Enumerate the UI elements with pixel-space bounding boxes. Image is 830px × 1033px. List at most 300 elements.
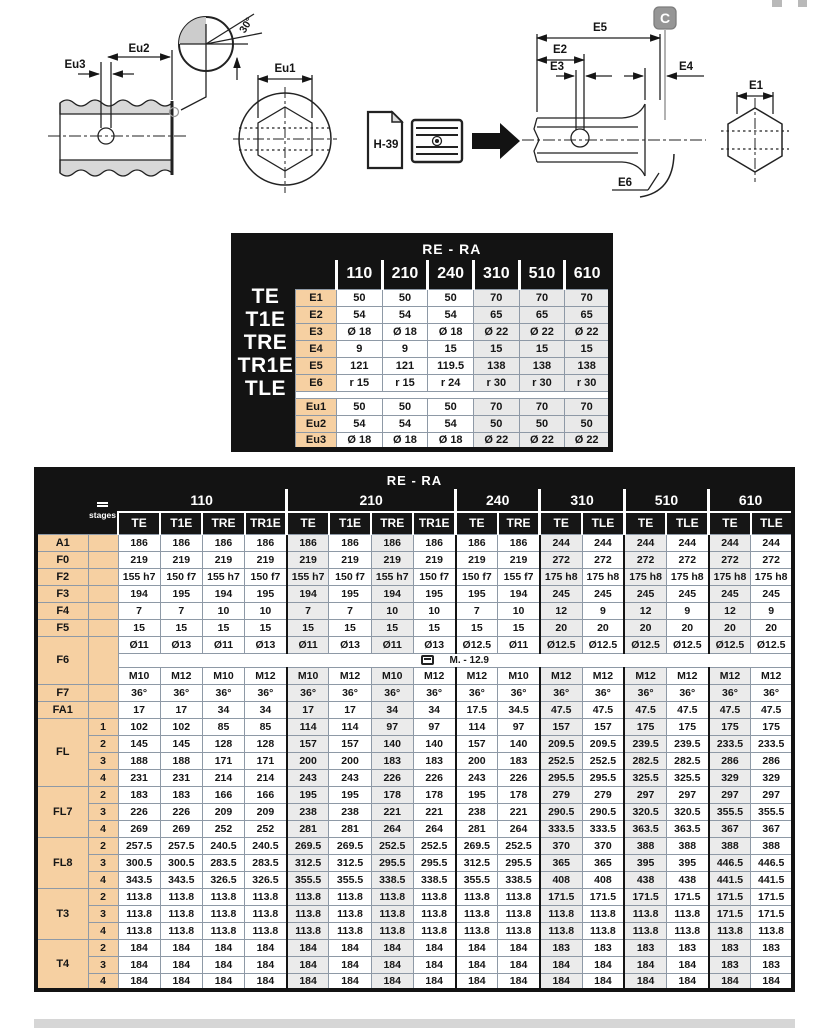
value-cell: 184 [540,973,582,990]
series-label-block [234,236,296,450]
value-cell: 15 [329,619,371,636]
type-header-row [36,512,793,534]
value-cell: 184 [371,956,413,973]
value-cell: 150 f7 [456,568,498,585]
dimension-value: Ø 22 [519,433,565,450]
dimension-value: 50 [337,290,383,307]
dim-label-eu2: Eu2 [128,43,150,55]
value-cell: 113.8 [709,922,751,939]
size-group-header: 510 [624,489,708,512]
value-cell: 295.5 [371,854,413,871]
value-cell: 295.5 [498,854,540,871]
value-cell: 188 [160,752,202,769]
value-cell: 195 [287,786,329,803]
value-cell: 184 [666,956,708,973]
value-cell: 283.5 [202,854,244,871]
value-cell: 15 [498,619,540,636]
value-cell: 388 [751,837,793,854]
value-cell: 175 [624,718,666,735]
value-cell: 183 [666,939,708,956]
value-cell: 184 [371,973,413,990]
type-header: TLE [666,512,708,534]
value-cell: 209 [245,803,287,820]
screw-dia-cell: Ø13 [245,636,287,653]
dimension-value: Ø 18 [337,433,383,450]
stage-cell [88,534,118,551]
dimension-value: 65 [565,307,611,324]
spec-row [36,585,793,602]
shaft-section-view [48,14,520,193]
stage-cell: 2 [88,939,118,956]
value-cell: 114 [456,718,498,735]
spec-row [36,803,793,820]
dimension-value: 54 [382,416,428,433]
dimension-value: 121 [337,358,383,375]
type-header: TRE [202,512,244,534]
value-cell: 150 f7 [413,568,455,585]
value-cell: 200 [329,752,371,769]
value-cell: 188 [118,752,160,769]
row-label: FL7 [36,786,88,837]
value-cell: 15 [371,619,413,636]
value-cell: 365 [582,854,624,871]
value-cell: 184 [118,973,160,990]
value-cell: 239.5 [666,735,708,752]
value-cell: 113.8 [329,888,371,905]
value-cell: 226 [498,769,540,786]
value-cell: 257.5 [160,837,202,854]
screw-dia-cell: Ø12.5 [751,636,793,653]
value-cell: 113.8 [287,905,329,922]
screw-thread-cell: M12 [160,667,202,684]
value-cell: 184 [371,939,413,956]
value-cell: 365 [540,854,582,871]
value-cell: 355.5 [456,871,498,888]
value-cell: 279 [540,786,582,803]
e6-radius-callout [612,154,674,197]
dimension-label: Eu1 [296,399,337,416]
value-cell: 113.8 [666,922,708,939]
dim-label-e3: E3 [549,61,565,73]
screw-thread-cell: M10 [371,667,413,684]
value-cell: 183 [160,786,202,803]
value-cell: 325.5 [666,769,708,786]
screw-dia-cell: Ø13 [413,636,455,653]
dimension-value: Ø 22 [473,433,519,450]
value-cell: 47.5 [751,701,793,718]
value-cell: 113.8 [540,922,582,939]
value-cell: 219 [329,551,371,568]
value-cell: 20 [582,619,624,636]
value-cell: 113.8 [413,888,455,905]
bushing-icon [412,120,462,162]
value-cell: 297 [751,786,793,803]
dimension-value: 15 [428,341,474,358]
value-cell: 12 [540,602,582,619]
value-cell: 297 [709,786,751,803]
dimension-label: Eu2 [296,416,337,433]
value-cell: 183 [118,786,160,803]
dimension-value: r 30 [473,375,519,392]
value-cell: 184 [160,956,202,973]
value-cell: 243 [287,769,329,786]
spec-row [36,636,793,653]
value-cell: 113.8 [287,922,329,939]
dimension-value: Ø 18 [337,324,383,341]
value-cell: 36° [624,684,666,701]
dimension-value: Ø 18 [428,433,474,450]
table1-title-row [234,236,611,260]
value-cell: 233.5 [751,735,793,752]
value-cell: 15 [413,619,455,636]
value-cell: 438 [666,871,708,888]
spec-row [36,854,793,871]
dimension-label: E6 [296,375,337,392]
screw-dia-cell: Ø12.5 [456,636,498,653]
value-cell: 36° [582,684,624,701]
value-cell: 408 [582,871,624,888]
value-cell: 244 [709,534,751,551]
value-cell: 240.5 [202,837,244,854]
value-cell: 252.5 [582,752,624,769]
spec-row [36,735,793,752]
value-cell: 245 [666,585,708,602]
dimension-value: 50 [519,416,565,433]
value-cell: 166 [202,786,244,803]
value-cell: 295.5 [413,854,455,871]
value-cell: 36° [751,684,793,701]
value-cell: 221 [371,803,413,820]
screw-dia-cell: Ø12.5 [540,636,582,653]
value-cell: 186 [118,534,160,551]
hex-end-view [721,92,789,182]
value-cell: 184 [118,956,160,973]
stage-cell: 4 [88,973,118,990]
screw-note [118,653,793,667]
dimension-value: 70 [565,399,611,416]
value-cell: 47.5 [709,701,751,718]
type-header: T1E [160,512,202,534]
screw-thread-cell: M10 [118,667,160,684]
value-cell: 113.8 [498,888,540,905]
value-cell: 183 [582,939,624,956]
series-label: TRE [243,331,288,354]
value-cell: 388 [709,837,751,854]
value-cell: 355.5 [751,803,793,820]
value-cell: 219 [160,551,202,568]
value-cell: 200 [456,752,498,769]
value-cell: 195 [329,585,371,602]
dimension-value: r 30 [565,375,611,392]
value-cell: 184 [666,973,708,990]
value-cell: 300.5 [118,854,160,871]
value-cell: 281 [329,820,371,837]
value-cell: 184 [456,973,498,990]
value-cell: 329 [709,769,751,786]
value-cell: 219 [202,551,244,568]
value-cell: 333.5 [540,820,582,837]
value-cell: 184 [456,939,498,956]
spec-row [36,922,793,939]
table1-size-header: 610 [565,260,611,290]
value-cell: 9 [666,602,708,619]
series-label: TE [251,285,280,308]
value-cell: 36° [709,684,751,701]
stage-cell: 3 [88,803,118,820]
series-label: T1E [245,308,286,331]
row-label: F5 [36,619,88,636]
value-cell: 194 [118,585,160,602]
value-cell: 272 [582,551,624,568]
value-cell: 113.8 [245,905,287,922]
value-cell: 171.5 [624,888,666,905]
spec-row [36,956,793,973]
stage-cell: 3 [88,752,118,769]
pin-hole [571,129,589,147]
stage-cell: 2 [88,888,118,905]
dimension-value: 70 [519,290,565,307]
value-cell: 183 [413,752,455,769]
value-cell: 155 h7 [202,568,244,585]
stage-cell [88,636,118,684]
value-cell: 157 [287,735,329,752]
dim-label-e2: E2 [552,44,568,56]
value-cell: 388 [666,837,708,854]
screw-dia-cell: Ø13 [160,636,202,653]
stage-cell [88,619,118,636]
value-cell: 355.5 [709,803,751,820]
value-cell: 245 [624,585,666,602]
value-cell: 226 [160,803,202,820]
value-cell: 184 [287,956,329,973]
spec-row [36,837,793,854]
spec-row [36,939,793,956]
value-cell: 184 [413,973,455,990]
value-cell: 36° [287,684,329,701]
value-cell: 363.5 [624,820,666,837]
value-cell: 194 [287,585,329,602]
dimension-value: 15 [473,341,519,358]
section-letter: C [659,10,671,26]
spec-row [36,871,793,888]
size-group-row [36,489,793,512]
value-cell: 34 [371,701,413,718]
value-cell: 257.5 [118,837,160,854]
dimension-value: Ø 22 [565,433,611,450]
value-cell: 441.5 [709,871,751,888]
value-cell: 194 [202,585,244,602]
value-cell: 9 [751,602,793,619]
dimensions-table [231,233,613,452]
value-cell: 113.8 [371,905,413,922]
value-cell: 113.8 [456,888,498,905]
spec-row [36,534,793,551]
value-cell: 12 [624,602,666,619]
dimension-value: 54 [428,307,474,324]
stage-cell: 4 [88,820,118,837]
value-cell: 113.8 [582,905,624,922]
value-cell: 441.5 [751,871,793,888]
value-cell: 200 [287,752,329,769]
value-cell: 243 [456,769,498,786]
value-cell: 113.8 [498,905,540,922]
value-cell: 145 [118,735,160,752]
screw-thread-cell: M12 [456,667,498,684]
value-cell: 113.8 [666,905,708,922]
value-cell: 184 [287,939,329,956]
screw-dia-cell: Ø11 [498,636,540,653]
value-cell: 183 [709,939,751,956]
value-cell: 338.5 [413,871,455,888]
dimension-value: 138 [473,358,519,375]
value-cell: 194 [371,585,413,602]
value-cell: 446.5 [709,854,751,871]
spec-row [36,602,793,619]
row-label: F7 [36,684,88,701]
dimension-value: 65 [473,307,519,324]
value-cell: 320.5 [624,803,666,820]
value-cell: 186 [287,534,329,551]
spec-row [36,667,793,684]
dimension-label: E4 [296,341,337,358]
screw-thread-cell: M12 [413,667,455,684]
value-cell: 238 [329,803,371,820]
dimension-label: E3 [296,324,337,341]
value-cell: 244 [582,534,624,551]
value-cell: 171 [245,752,287,769]
value-cell: 272 [624,551,666,568]
value-cell: 226 [118,803,160,820]
value-cell: 7 [329,602,371,619]
value-cell: 140 [413,735,455,752]
value-cell: 140 [498,735,540,752]
screw-dia-cell: Ø12.5 [624,636,666,653]
type-header: TE [709,512,751,534]
value-cell: 219 [456,551,498,568]
dimension-value: 50 [565,416,611,433]
value-cell: 36° [160,684,202,701]
value-cell: 183 [751,956,793,973]
stage-cell: 4 [88,922,118,939]
value-cell: 113.8 [118,888,160,905]
value-cell: 370 [582,837,624,854]
value-cell: 113.8 [413,905,455,922]
value-cell: 36° [202,684,244,701]
stage-cell: 4 [88,871,118,888]
type-header: TE [287,512,329,534]
spec-row [36,752,793,769]
value-cell: 113.8 [160,905,202,922]
value-cell: 113.8 [456,922,498,939]
value-cell: 7 [287,602,329,619]
value-cell: 113.8 [371,922,413,939]
spec-row [36,769,793,786]
value-cell: 283.5 [245,854,287,871]
table1-size-header: 110 [337,260,383,290]
value-cell: 272 [709,551,751,568]
value-cell: 312.5 [287,854,329,871]
screw-thread-cell: M12 [624,667,666,684]
dimension-label: Eu3 [296,433,337,450]
value-cell: 175 [709,718,751,735]
value-cell: 150 f7 [160,568,202,585]
value-cell: 10 [245,602,287,619]
value-cell: 221 [413,803,455,820]
value-cell: 102 [118,718,160,735]
value-cell: 113.8 [160,922,202,939]
value-cell: 114 [287,718,329,735]
value-cell: 269 [118,820,160,837]
value-cell: 184 [202,956,244,973]
value-cell: 214 [245,769,287,786]
value-cell: 446.5 [751,854,793,871]
stage-cell: 3 [88,956,118,973]
shaft-wall-bottom [60,160,172,176]
value-cell: 282.5 [624,752,666,769]
value-cell: 155 h7 [118,568,160,585]
value-cell: 184 [202,939,244,956]
value-cell: 178 [498,786,540,803]
dimension-value: Ø 22 [473,324,519,341]
spec-row [36,701,793,718]
value-cell: 295.5 [540,769,582,786]
value-cell: 97 [371,718,413,735]
value-cell: 171.5 [666,888,708,905]
re-ra-main-table [34,467,795,992]
value-cell: 15 [118,619,160,636]
value-cell: 320.5 [666,803,708,820]
value-cell: 36° [413,684,455,701]
value-cell: 183 [624,939,666,956]
value-cell: 171 [202,752,244,769]
row-label: FA1 [36,701,88,718]
screw-dia-cell: Ø11 [287,636,329,653]
dimension-value: r 15 [337,375,383,392]
value-cell: 184 [329,939,371,956]
size-group-header: 210 [287,489,456,512]
value-cell: 171.5 [540,888,582,905]
dimension-value: r 15 [382,375,428,392]
stage-cell: 3 [88,854,118,871]
dimension-value: 15 [565,341,611,358]
type-header: TE [540,512,582,534]
value-cell: 113.8 [202,888,244,905]
value-cell: 195 [329,786,371,803]
row-label: F0 [36,551,88,568]
value-cell: 171.5 [751,888,793,905]
value-cell: 113.8 [498,922,540,939]
value-cell: 10 [413,602,455,619]
row-label: T4 [36,939,88,990]
dimension-value: 70 [473,290,519,307]
value-cell: 184 [245,939,287,956]
value-cell: 10 [371,602,413,619]
dimension-value: 54 [382,307,428,324]
dimension-value: Ø 18 [382,324,428,341]
spec-row [36,551,793,568]
value-cell: 113.8 [118,905,160,922]
value-cell: 269.5 [329,837,371,854]
dimension-value: 65 [519,307,565,324]
spec-row [36,905,793,922]
value-cell: 150 f7 [329,568,371,585]
screw-icon [421,655,434,665]
value-cell: 184 [245,973,287,990]
value-cell: 209.5 [582,735,624,752]
value-cell: 47.5 [666,701,708,718]
type-header: TR1E [245,512,287,534]
table2-title-row [36,469,793,489]
